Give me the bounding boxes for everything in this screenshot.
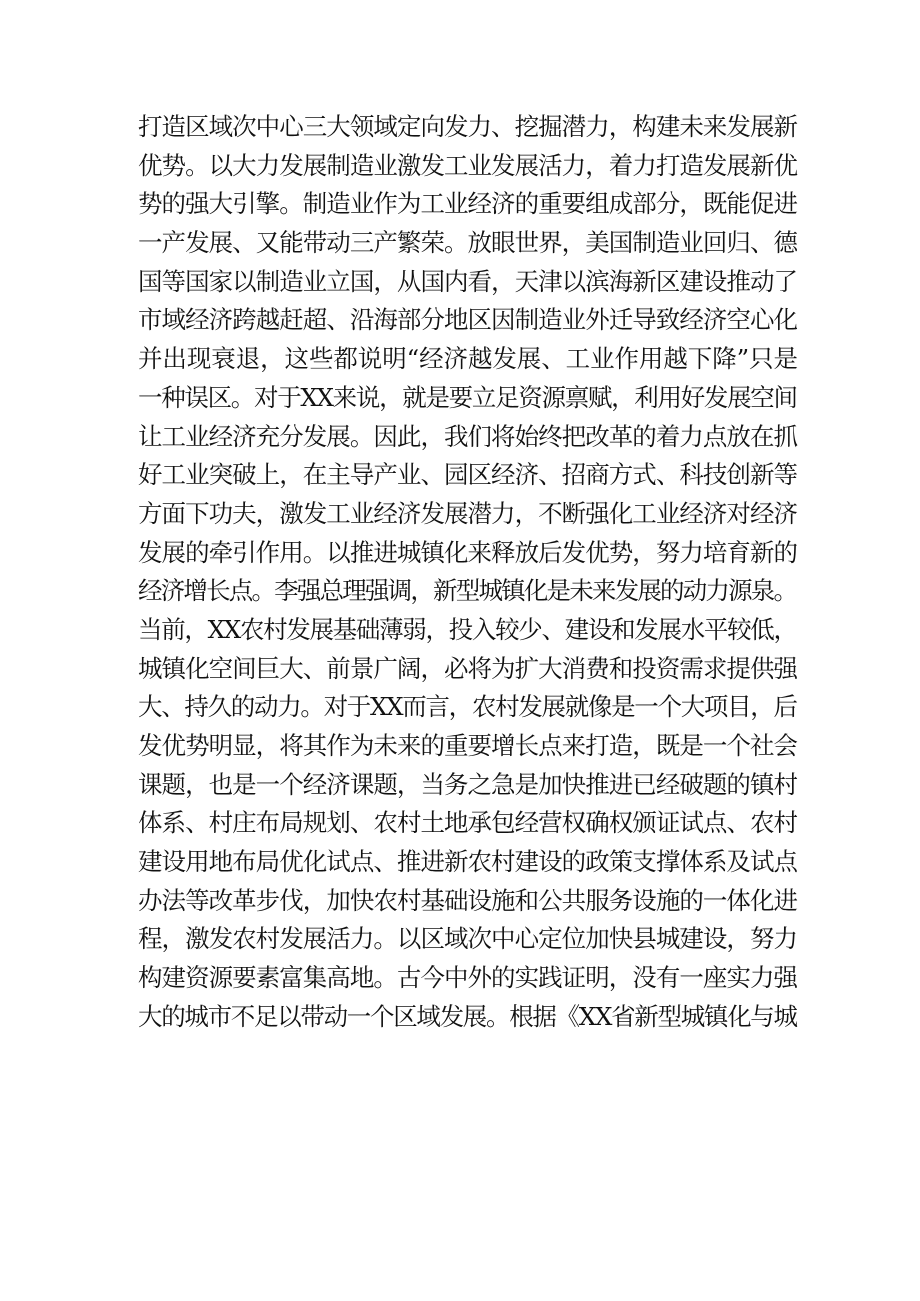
text-line: 经济增长点。李强总理强调，新型城镇化是未来发展的动力源泉。 — [138, 576, 797, 606]
text-line: 打造区域次中心三大领域定向发力、挖掘潜力，构建未来发展新 — [138, 112, 798, 141]
text-line: 方面下功夫，激发工业经济发展潜力，不断强化工业经济对经济 — [138, 498, 798, 528]
text-line: 建设用地布局优化试点、推进新农村建设的政策支撑体系及试点 — [138, 847, 798, 877]
text-line: 程，激发农村发展活力。以区域次中心定位加快县城建设，努力 — [138, 924, 798, 954]
text-line: 优势。以大力发展制造业激发工业发展活力，着力打造发展新优 — [138, 150, 798, 180]
text-line: 课题，也是一个经济课题，当务之急是加快推进已经破题的镇村 — [138, 769, 798, 799]
body-text — [138, 108, 798, 1037]
text-line: 国等国家以制造业立国，从国内看，天津以滨海新区建设推动了 — [138, 266, 798, 296]
text-line: 办法等改革步伐，加快农村基础设施和公共服务设施的一体化进 — [138, 885, 798, 915]
text-line: 一种误区。对于XX来说，就是要立足资源禀赋，利用好发展空间 — [138, 382, 797, 412]
text-line: 好工业突破上，在主导产业、园区经济、招商方式、科技创新等 — [138, 460, 798, 490]
text-line: 发优势明显，将其作为未来的重要增长点来打造，既是一个社会 — [138, 731, 798, 760]
text-line: 大、持久的动力。对于XX而言，农村发展就像是一个大项目，后 — [138, 692, 797, 722]
text-line: 并出现衰退，这些都说明“经济越发展、工业作用越下降”只是 — [138, 344, 798, 374]
text-line: 一产发展、又能带动三产繁荣。放眼世界，美国制造业回归、德 — [138, 228, 798, 258]
text-line: 构建资源要素富集高地。古今中外的实践证明，没有一座实力强 — [138, 963, 798, 993]
text-line: 体系、村庄布局规划、农村土地承包经营权确权颁证试点、农村 — [138, 808, 798, 838]
text-line: 当前，XX农村发展基础薄弱，投入较少、建设和发展水平较低， — [138, 614, 797, 644]
text-line: 城镇化空间巨大、前景广阔，必将为扩大消费和投资需求提供强 — [138, 653, 798, 683]
text-line: 发展的牵引作用。以推进城镇化来释放后发优势，努力培育新的 — [138, 537, 798, 567]
text-line: 让工业经济充分发展。因此，我们将始终把改革的着力点放在抓 — [138, 421, 798, 451]
text-line: 大的城市不足以带动一个区域发展。根据《XX省新型城镇化与城 — [138, 1001, 797, 1031]
text-line: 势的强大引擎。制造业作为工业经济的重要组成部分，既能促进 — [138, 189, 798, 219]
text-line: 市域经济跨越赶超、沿海部分地区因制造业外迁导致经济空心化 — [138, 305, 798, 335]
